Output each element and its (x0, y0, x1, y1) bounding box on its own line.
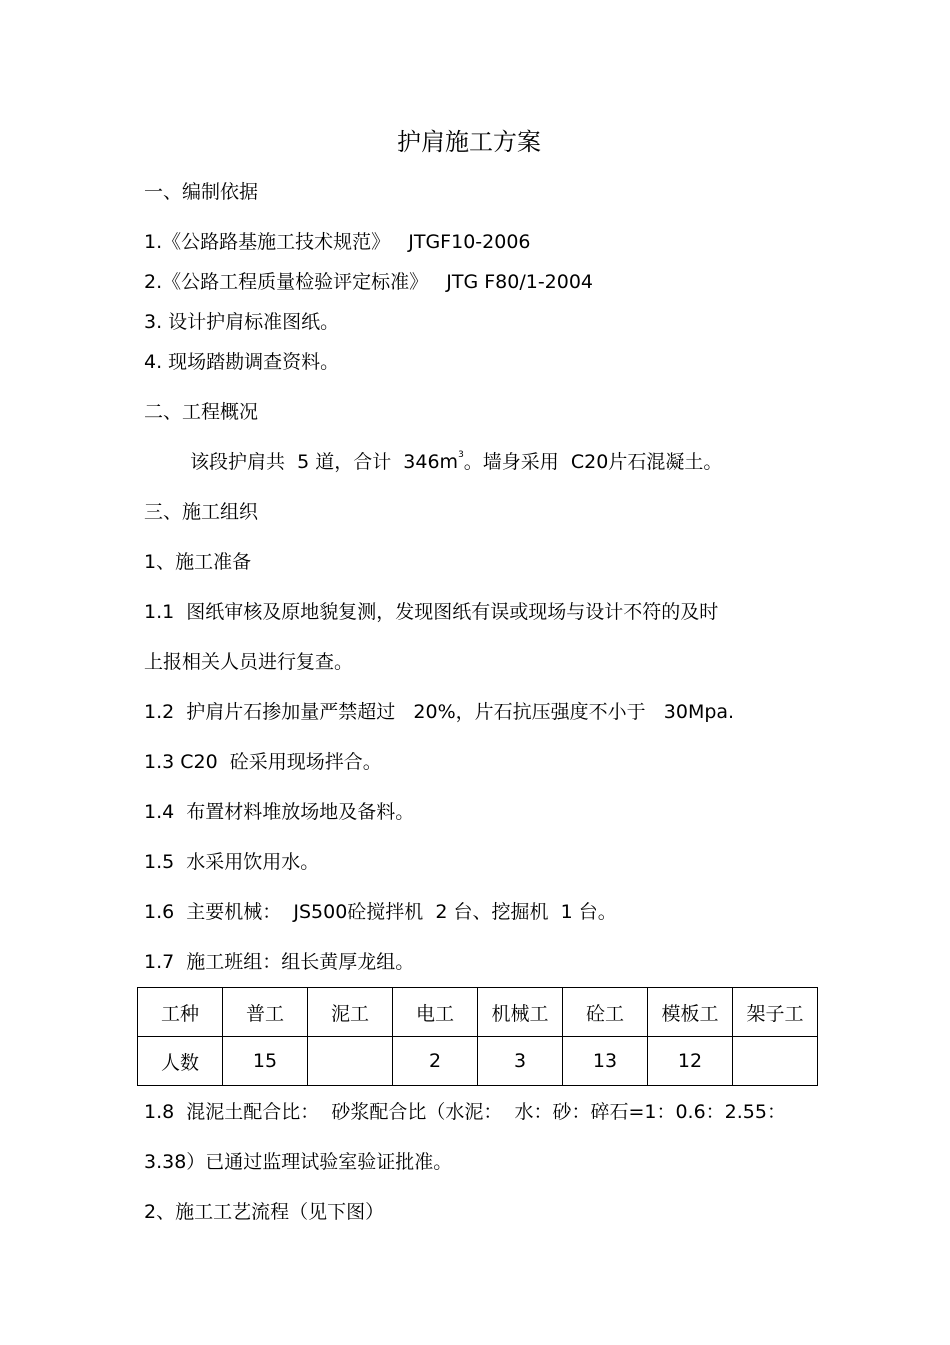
section-2-heading: 二、工程概况 (144, 401, 259, 423)
header-cell: 模板工 (648, 988, 733, 1037)
item-1-8-line-1: 1.8 混泥土配合比： 砂浆配合比（水泥： 水：砂：碎石=1：0.6：2.55： (144, 1101, 786, 1123)
overview-text-b: 。墙身采用 C20片石混凝土。 (463, 451, 723, 473)
row-cell: 3 (478, 1037, 563, 1086)
item-1-6: 1.6 主要机械： JS500砼搅拌机 2 台、挖掘机 1 台。 (144, 901, 617, 923)
row-cell (308, 1037, 393, 1086)
basis-item-1: 1.《公路路基施工技术规范》 JTGF10-2006 (144, 231, 531, 253)
header-cell: 泥工 (308, 988, 393, 1037)
item-1-5: 1.5 水采用饮用水。 (144, 851, 320, 873)
row-cell: 13 (563, 1037, 648, 1086)
row-cell: 2 (393, 1037, 478, 1086)
basis-item-3: 3. 设计护肩标准图纸。 (144, 311, 340, 333)
item-1-1-line-1: 1.1 图纸审核及原地貌复测，发现图纸有误或现场与设计不符的及时 (144, 601, 719, 623)
section-3-heading: 三、施工组织 (144, 501, 259, 523)
header-cell: 普工 (223, 988, 308, 1037)
page-title: 护肩施工方案 (397, 128, 541, 156)
item-1-7: 1.7 施工班组：组长黄厚龙组。 (144, 951, 415, 973)
header-cell: 机械工 (478, 988, 563, 1037)
item-1-4: 1.4 布置材料堆放场地及备料。 (144, 801, 415, 823)
row-cell (733, 1037, 818, 1086)
item-1-1-line-2: 上报相关人员进行复查。 (144, 651, 354, 673)
row-cell: 15 (223, 1037, 308, 1086)
row-cell: 12 (648, 1037, 733, 1086)
cubic-superscript: 3 (458, 450, 464, 460)
header-cell: 工种 (138, 988, 223, 1037)
header-cell: 电工 (393, 988, 478, 1037)
staff-table (137, 987, 818, 1086)
header-cell: 架子工 (733, 988, 818, 1037)
row-cell: 人数 (138, 1037, 223, 1086)
item-1-8-line-2: 3.38）已通过监理试验室验证批准。 (144, 1151, 453, 1173)
basis-item-2: 2.《公路工程质量检验评定标准》 JTG F80/1-2004 (144, 271, 594, 293)
table-row (138, 1037, 818, 1086)
overview-text-a: 该段护肩共 5 道，合计 346m (190, 451, 459, 473)
header-cell: 砼工 (563, 988, 648, 1037)
item-1-2: 1.2 护肩片石掺加量严禁超过 20%，片石抗压强度不小于 30Mpa. (144, 701, 735, 723)
table-header-row (138, 988, 818, 1037)
item-1-3: 1.3 C20 砼采用现场拌合。 (144, 751, 382, 773)
subsection-2-heading: 2、施工工艺流程（见下图） (144, 1201, 385, 1223)
overview-paragraph (190, 450, 722, 474)
subsection-1-heading: 1、施工准备 (144, 551, 252, 573)
basis-item-4: 4. 现场踏勘调查资料。 (144, 351, 340, 373)
section-1-heading: 一、编制依据 (144, 181, 259, 203)
